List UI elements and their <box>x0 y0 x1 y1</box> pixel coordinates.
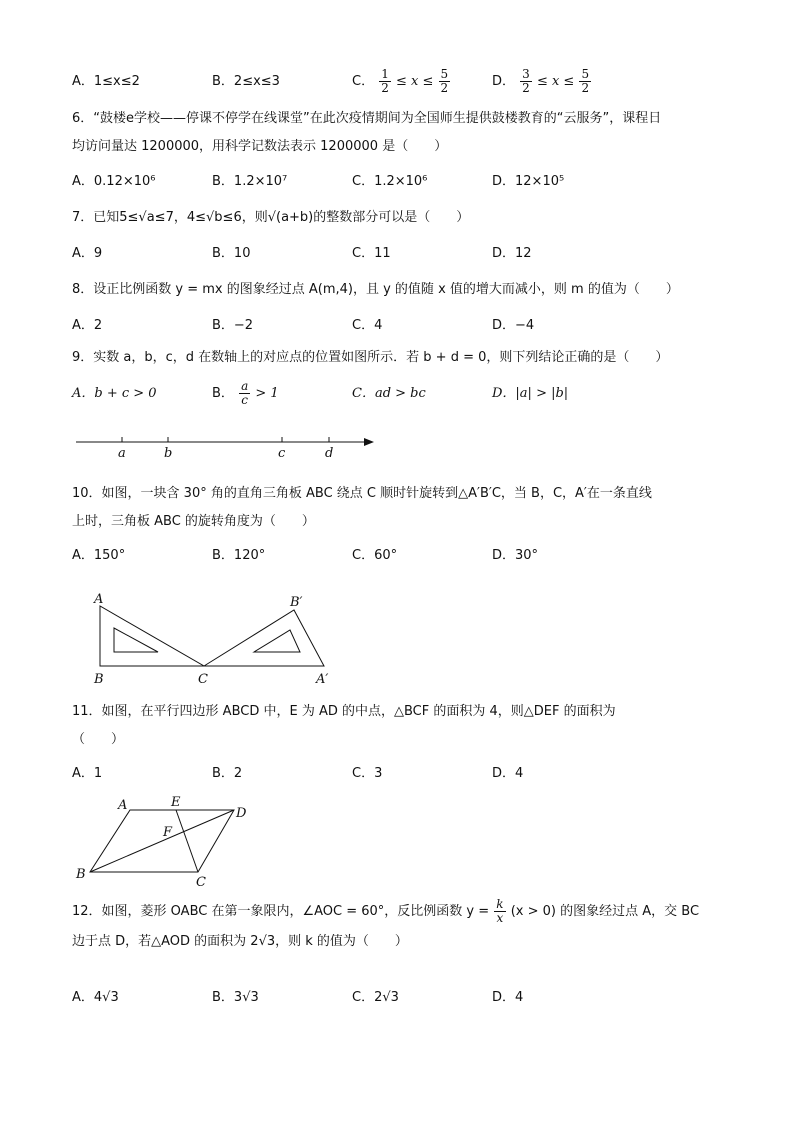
q7-line-1: 7．已知5≤√a≤7，4≤√b≤6，则√(a+b)的整数部分可以是（ ） <box>72 210 470 225</box>
label-D: D <box>236 806 247 821</box>
triangle-abc-inner <box>114 628 158 652</box>
label-c: c <box>278 446 286 461</box>
q8-options <box>72 312 722 340</box>
triangle-a2b2c-inner <box>254 630 300 652</box>
q5-d-fraction-high: $\frac{5}{2}$ <box>581 67 590 95</box>
q5-options <box>72 68 722 96</box>
q10-stem <box>72 480 722 536</box>
q12-line-1 <box>72 898 722 926</box>
label-F: F <box>163 825 173 840</box>
q5-c-middle: ≤ x ≤ <box>396 74 434 89</box>
q5-option-c-letter: C． <box>352 74 375 89</box>
q12-options <box>72 984 722 1012</box>
q8-option-b: B．−2 <box>212 318 254 333</box>
triangle-abc <box>100 606 204 666</box>
q6-options <box>72 168 722 196</box>
q10-options <box>72 542 722 570</box>
q6-option-a: A．0.12×10⁶ <box>72 174 156 189</box>
q5-option-b: B．2≤x≤3 <box>212 74 280 89</box>
triangle-a2b2c <box>204 610 324 666</box>
q9-line-1: 9．实数 a，b，c，d 在数轴上的对应点的位置如图所示．若 b + d = 0，则下列结论正确的是（ ） <box>72 350 669 365</box>
q6-stem <box>72 105 722 161</box>
q7-stem <box>72 204 722 232</box>
q12-fraction: $\frac{k}{x}$ <box>496 897 504 925</box>
q10-option-c: C．60° <box>352 548 398 563</box>
q9-b-fraction: $\frac{a}{c}$ <box>241 379 249 407</box>
q12-line-2: 边于点 D，若△AOD 的面积为 2√3，则 k 的值为（ ） <box>72 934 408 949</box>
q9-option-c: C．ad > bc <box>352 386 426 401</box>
q9-options <box>72 380 722 408</box>
q6-option-c: C．1.2×10⁶ <box>352 174 428 189</box>
q7-options <box>72 240 722 268</box>
q10-set-square-figure <box>86 588 346 688</box>
label-E: E <box>171 795 181 810</box>
q12-line-1-end: (x > 0) 的图象经过点 A，交 BC <box>510 904 700 919</box>
q10-option-d: D．30° <box>492 548 539 563</box>
q8-option-a: A．2 <box>72 318 103 333</box>
q10-line-1: 10．如图，一块含 30° 角的直角三角板 ABC 绕点 C 顺时针旋转到△A′B′C，当 B，C，A′在一条直线 <box>72 486 652 501</box>
q7-option-c: C．11 <box>352 246 391 261</box>
label-d: d <box>325 446 334 461</box>
q11-line-2: （ ） <box>72 732 125 747</box>
label-C: C <box>198 672 208 687</box>
q9-number-line <box>72 430 382 464</box>
label-B: B <box>76 867 86 882</box>
q12-line-1-start: 12．如图，菱形 OABC 在第一象限内，∠AOC = 60°，反比例函数 y = <box>72 904 490 919</box>
q5-d-fraction-low: $\frac{3}{2}$ <box>522 67 530 95</box>
q5-d-middle: ≤ x ≤ <box>536 74 575 89</box>
q12-option-b: B．3√3 <box>212 990 259 1005</box>
q10-option-a: A．150° <box>72 548 126 563</box>
q6-option-b: B．1.2×10⁷ <box>212 174 288 189</box>
label-b: b <box>164 446 173 461</box>
q10-line-2: 上时，三角板 ABC 的旋转角度为（ ） <box>72 514 315 529</box>
q5-c-fraction-high: $\frac{5}{2}$ <box>440 67 449 95</box>
label-C: C <box>196 875 206 890</box>
q8-stem <box>72 276 722 304</box>
q11-option-a: A．1 <box>72 766 103 781</box>
q8-line-1: 8．设正比例函数 y = mx 的图象经过点 A(m,4)，且 y 的值随 x 值的增大而减小，则 m 的值为（ ） <box>72 282 679 297</box>
q8-option-c: C．4 <box>352 318 383 333</box>
q11-options <box>72 760 722 788</box>
label-A: A <box>118 798 128 813</box>
q12-option-d: D．4 <box>492 990 524 1005</box>
q11-parallelogram-figure <box>74 794 264 890</box>
q12-option-c: C．2√3 <box>352 990 399 1005</box>
label-a: a <box>118 446 126 461</box>
q7-option-b: B．10 <box>212 246 251 261</box>
q5-c-fraction-low: $\frac{1}{2}$ <box>381 67 389 95</box>
q9-stem <box>72 344 722 372</box>
q9-b-tail: > 1 <box>255 386 279 401</box>
q7-option-d: D．12 <box>492 246 532 261</box>
q11-option-d: D．4 <box>492 766 524 781</box>
q6-option-d: D．12×10⁵ <box>492 174 565 189</box>
label-A: A <box>94 592 104 607</box>
q11-stem <box>72 698 722 754</box>
number-line-arrow <box>364 438 374 446</box>
label-A-prime: A′ <box>316 672 329 687</box>
q5-option-c <box>352 68 451 96</box>
q9-option-b <box>212 380 279 408</box>
q12-option-a: A．4√3 <box>72 990 119 1005</box>
q6-line-2: 均访问量达 1200000，用科学记数法表示 1200000 是（ ） <box>72 139 448 154</box>
q8-option-d: D．−4 <box>492 318 535 333</box>
q5-option-d <box>492 68 592 96</box>
q11-option-c: C．3 <box>352 766 383 781</box>
q9-option-a: A．b + c > 0 <box>72 386 157 401</box>
q6-line-1: 6．“鼓楼e学校——停课不停学在线课堂”在此次疫情期间为全国师生提供鼓楼教育的“云服务”，课程日 <box>72 111 662 126</box>
diagonal-bd <box>90 810 234 872</box>
label-B: B <box>94 672 104 687</box>
q9-option-d: D．|a| > |b| <box>492 386 569 401</box>
q9-option-b-letter: B． <box>212 386 234 401</box>
q11-option-b: B．2 <box>212 766 243 781</box>
q12-stem <box>72 898 722 956</box>
q7-option-a: A．9 <box>72 246 103 261</box>
q10-option-b: B．120° <box>212 548 266 563</box>
segment-ec <box>176 810 198 872</box>
q11-line-1: 11．如图，在平行四边形 ABCD 中，E 为 AD 的中点，△BCF 的面积为 4，则△DEF 的面积为 <box>72 704 616 719</box>
label-B-prime: B′ <box>290 595 303 610</box>
q5-option-a: A．1≤x≤2 <box>72 74 140 89</box>
q5-option-d-letter: D． <box>492 74 516 89</box>
